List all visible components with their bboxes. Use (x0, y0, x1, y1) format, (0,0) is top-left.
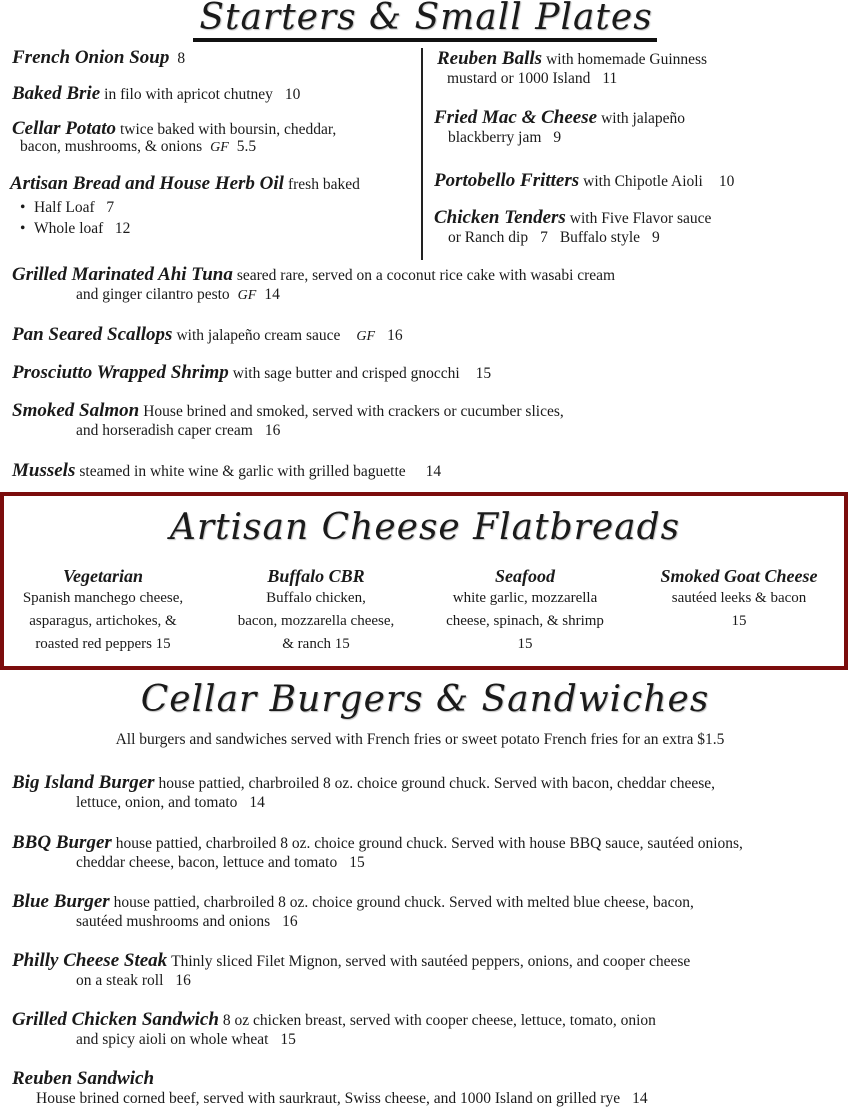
item-price: 7 (540, 229, 548, 246)
gluten-free-tag: GF (210, 140, 229, 155)
menu-item-philly-cheese-steak (12, 950, 690, 990)
menu-item-smoked-salmon (12, 400, 564, 440)
menu-item-big-island-burger (12, 772, 715, 812)
item-price: 10 (718, 173, 735, 190)
item-name: Fried Mac & Cheese (434, 107, 598, 128)
item-price: 14 (249, 794, 265, 811)
item-desc: with jalapeño (601, 110, 686, 127)
bullet-icon: • (20, 199, 26, 216)
burgers-subtitle: All burgers and sandwiches served with French fries or sweet potato French fries for an extra $1.5 (115, 731, 725, 748)
item-name: Reuben Sandwich (12, 1068, 155, 1089)
item-desc-cont: blackberry jam (448, 129, 542, 146)
item-name: Artisan Bread and House Herb Oil (10, 173, 284, 194)
menu-item-blue-burger (12, 891, 694, 931)
flatbread-line: roasted red peppers 15 (35, 636, 171, 652)
item-desc-cont: lettuce, onion, and tomato (76, 794, 238, 811)
item-desc: house pattied, charbroiled 8 oz. choice ground chuck. Served with bacon, cheddar cheese, (158, 775, 716, 792)
item-desc: Thinly sliced Filet Mignon, served with sautéed peppers, onions, and cooper cheese (171, 953, 691, 970)
menu-item-grilled-chicken-sandwich (12, 1009, 656, 1049)
starters-title (0, 0, 850, 40)
menu-item-ahi-tuna (12, 264, 615, 304)
item-name: Mussels (12, 460, 76, 481)
item-name: BBQ Burger (12, 832, 112, 853)
item-price: 16 (264, 422, 281, 439)
item-price: 8 (177, 50, 186, 67)
option-half-loaf (0, 199, 114, 217)
item-desc: 8 oz chicken breast, served with cooper cheese, lettuce, tomato, onion (222, 1012, 656, 1029)
option-whole-loaf (0, 220, 130, 238)
flatbread-line: 15 (517, 636, 533, 652)
item-price: 9 (553, 129, 562, 146)
item-price: 5.5 (236, 138, 257, 155)
menu-item-fried-mac-cheese (434, 107, 685, 147)
menu-item-pan-seared-scallops (12, 324, 403, 346)
item-desc-cont: and ginger cilantro pesto (76, 286, 230, 303)
item-extra-price: 9 (652, 229, 660, 246)
item-price: 15 (349, 854, 365, 871)
item-desc: house pattied, charbroiled 8 oz. choice ground chuck. Served with melted blue cheese, bacon, (113, 894, 694, 911)
flatbread-line: white garlic, mozzarella (452, 590, 598, 606)
item-desc-cont: cheddar cheese, bacon, lettuce and tomato (76, 854, 338, 871)
item-desc: seared rare, served on a coconut rice cake with wasabi cream (236, 267, 616, 284)
item-name: Portobello Fritters (434, 170, 580, 191)
item-desc: with Five Flavor sauce (569, 210, 712, 227)
option-label: Half Loaf (34, 199, 95, 216)
menu-item-reuben-sandwich (12, 1068, 648, 1108)
item-price: 16 (175, 972, 191, 989)
gluten-free-tag: GF (237, 288, 257, 303)
item-price: 16 (387, 327, 403, 344)
item-name: Cellar Potato (12, 118, 116, 139)
menu-item-prosciutto-shrimp (12, 362, 491, 384)
bullet-icon: • (20, 220, 26, 237)
menu-item-chicken-tenders (434, 207, 711, 247)
item-name: Reuben Balls (437, 48, 543, 69)
item-name: Baked Brie (12, 83, 101, 104)
option-price: 12 (114, 220, 131, 237)
flatbread-buffalo-cbr (218, 565, 414, 656)
item-desc: twice baked with boursin, cheddar, (119, 121, 337, 138)
item-price: 10 (284, 86, 301, 103)
option-price: 7 (106, 199, 115, 216)
item-price: 14 (425, 463, 442, 480)
item-desc-cont: and spicy aioli on whole wheat (76, 1031, 269, 1048)
flatbread-smoked-goat-cheese (636, 565, 842, 633)
item-desc-cont: bacon, mushrooms, & onions (20, 138, 203, 155)
item-name: Grilled Marinated Ahi Tuna (12, 264, 233, 285)
item-price: 15 (475, 365, 492, 382)
item-desc: in filo with apricot chutney (104, 86, 273, 103)
item-price: 14 (264, 286, 280, 303)
menu-item-baked-brie (12, 83, 300, 105)
menu-item-portobello-fritters (434, 170, 734, 192)
item-desc-cont: sautéed mushrooms and onions (76, 913, 271, 930)
item-desc: with jalapeño cream sauce (176, 327, 341, 344)
menu-item-artisan-bread (10, 173, 360, 195)
flatbread-name: Vegetarian (62, 566, 143, 586)
item-desc-cont: or Ranch dip (448, 229, 529, 246)
item-desc: steamed in white wine & garlic with grilled baguette (79, 463, 406, 480)
gluten-free-tag: GF (356, 329, 376, 344)
item-desc: house pattied, charbroiled 8 oz. choice ground chuck. Served with house BBQ sauce, sautéed onions, (115, 835, 743, 852)
item-price: 15 (280, 1031, 296, 1048)
item-desc: House brined and smoked, served with crackers or cucumber slices, (143, 403, 564, 420)
item-desc: with Chipotle Aioli (583, 173, 703, 190)
flatbread-name: Buffalo CBR (267, 566, 365, 586)
option-label: Whole loaf (34, 220, 104, 237)
item-price: 16 (282, 913, 298, 930)
item-desc: with homemade Guinness (546, 51, 708, 68)
flatbread-seafood (426, 565, 624, 656)
flatbread-line: bacon, mozzarella cheese, (237, 613, 395, 629)
item-desc-cont: and horseradish caper cream (76, 422, 253, 439)
flatbread-line: Spanish manchego cheese, (22, 590, 184, 606)
item-desc-cont: mustard or 1000 Island (447, 70, 591, 87)
item-name: Chicken Tenders (434, 207, 566, 228)
flatbread-line: asparagus, artichokes, & (29, 613, 177, 629)
item-name: French Onion Soup (12, 47, 170, 68)
item-desc: with sage butter and crisped gnocchi (232, 365, 460, 382)
starters-title-text: Starters & Small Plates (193, 0, 656, 42)
flatbread-line: cheese, spinach, & shrimp (446, 613, 604, 629)
flatbread-line: & ranch 15 (282, 636, 350, 652)
item-price: 14 (632, 1090, 648, 1107)
burgers-title: Cellar Burgers & Sandwiches (140, 679, 710, 720)
item-name: Grilled Chicken Sandwich (12, 1009, 219, 1030)
flatbread-vegetarian (4, 565, 202, 656)
column-divider (421, 48, 423, 260)
menu-item-mussels (12, 460, 441, 482)
item-name: Smoked Salmon (12, 400, 140, 421)
flatbread-name: Seafood (495, 566, 555, 586)
item-name: Pan Seared Scallops (12, 324, 173, 345)
item-desc-cont: House brined corned beef, served with saurkraut, Swiss cheese, and 1000 Island on grilled rye (36, 1090, 621, 1107)
item-name: Philly Cheese Steak (12, 950, 168, 971)
menu-item-bbq-burger (12, 832, 743, 872)
item-name: Big Island Burger (12, 772, 155, 793)
item-extra: Buffalo style (559, 229, 641, 246)
menu-item-french-onion-soup (12, 47, 185, 69)
item-name: Blue Burger (12, 891, 110, 912)
item-desc-cont: on a steak roll (76, 972, 164, 989)
menu-item-reuben-balls (437, 48, 707, 88)
flatbread-line: sautéed leeks & bacon (671, 590, 807, 606)
flatbreads-title: Artisan Cheese Flatbreads (169, 507, 681, 548)
flatbread-line: 15 (731, 613, 747, 629)
item-desc: fresh baked (287, 176, 360, 193)
flatbread-line: Buffalo chicken, (266, 590, 366, 606)
flatbread-name: Smoked Goat Cheese (660, 566, 818, 586)
menu-item-cellar-potato (12, 118, 336, 156)
item-name: Prosciutto Wrapped Shrimp (12, 362, 229, 383)
item-price: 11 (602, 70, 618, 87)
